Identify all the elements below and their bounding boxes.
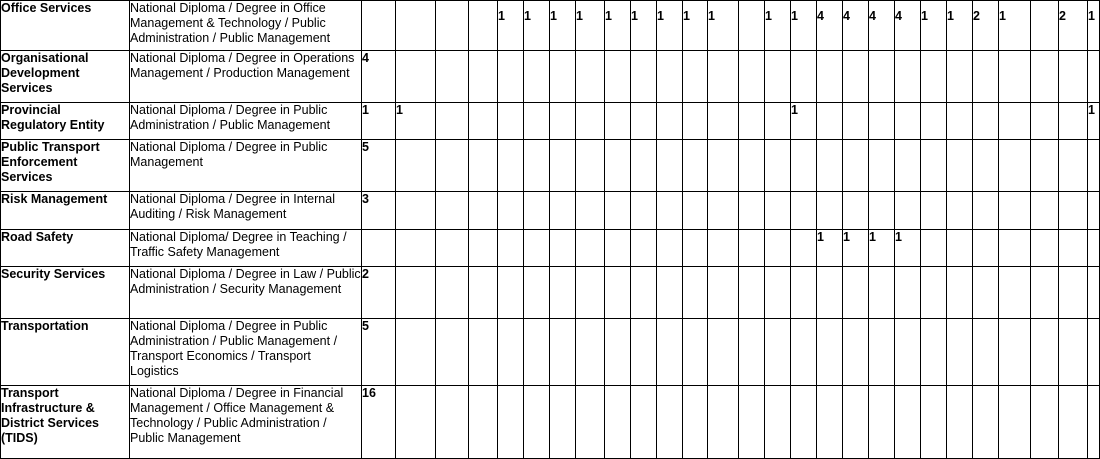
count-cell (765, 319, 791, 386)
count-cell (631, 140, 657, 192)
qualification-cell: National Diploma / Degree in Internal Auditing / Risk Management (130, 192, 362, 230)
count-cell (436, 192, 469, 230)
qualification-cell: National Diploma/ Degree in Teaching / Traffic Safety Management (130, 230, 362, 267)
count-cell (605, 386, 631, 459)
count-cell (1059, 103, 1088, 140)
count-cell (396, 140, 436, 192)
count-cell (791, 386, 817, 459)
count-cell (921, 319, 947, 386)
count-cell (524, 103, 550, 140)
table-row (1, 267, 1100, 319)
count-cell (1059, 386, 1088, 459)
count-cell (999, 103, 1031, 140)
count-cell (498, 192, 524, 230)
count-cell (524, 319, 550, 386)
count-cell (921, 386, 947, 459)
count-cell: 2 (1059, 1, 1088, 51)
count-cell (657, 386, 683, 459)
count-cell (895, 103, 921, 140)
count-cell (708, 51, 739, 103)
total-cell (362, 230, 396, 267)
count-cell (739, 103, 765, 140)
count-cell (683, 140, 708, 192)
unit-name-cell: Office Services (1, 1, 130, 51)
count-cell (605, 103, 631, 140)
unit-name-cell: Public Transport Enforcement Services (1, 140, 130, 192)
count-cell (605, 192, 631, 230)
count-cell (524, 51, 550, 103)
total-cell: 4 (362, 51, 396, 103)
count-cell (1031, 192, 1059, 230)
count-cell (498, 51, 524, 103)
count-cell (921, 103, 947, 140)
unit-name-cell: Transportation (1, 319, 130, 386)
count-cell (683, 51, 708, 103)
count-cell (657, 319, 683, 386)
count-cell (396, 386, 436, 459)
count-cell (436, 140, 469, 192)
count-cell (973, 230, 999, 267)
table-row (1, 140, 1100, 192)
total-cell: 1 (362, 103, 396, 140)
count-cell (843, 319, 869, 386)
count-cell: 1 (708, 1, 739, 51)
count-cell (999, 386, 1031, 459)
count-cell (708, 140, 739, 192)
count-cell (973, 140, 999, 192)
count-cell (683, 319, 708, 386)
count-cell: 4 (895, 1, 921, 51)
count-cell (843, 51, 869, 103)
count-cell (550, 386, 576, 459)
count-cell: 1 (524, 1, 550, 51)
count-cell (469, 103, 498, 140)
count-cell (1088, 51, 1100, 103)
count-cell (550, 230, 576, 267)
count-cell (869, 51, 895, 103)
count-cell (631, 51, 657, 103)
count-cell: 4 (817, 1, 843, 51)
count-cell (1031, 140, 1059, 192)
count-cell (817, 140, 843, 192)
count-cell (791, 267, 817, 319)
count-cell (469, 1, 498, 51)
count-cell (469, 267, 498, 319)
count-cell (999, 51, 1031, 103)
count-cell (550, 192, 576, 230)
count-cell (1031, 230, 1059, 267)
count-cell: 1 (683, 1, 708, 51)
count-cell (436, 319, 469, 386)
count-cell (1031, 386, 1059, 459)
qualification-cell: National Diploma / Degree in Operations Management / Production Management (130, 51, 362, 103)
count-cell (396, 267, 436, 319)
unit-name-cell: Security Services (1, 267, 130, 319)
count-cell: 1 (631, 1, 657, 51)
unit-name-cell: Risk Management (1, 192, 130, 230)
qualification-cell: National Diploma / Degree in Office Management & Technology / Public Administration / Public Management (130, 1, 362, 51)
count-cell (469, 386, 498, 459)
count-cell (869, 103, 895, 140)
count-cell (1088, 319, 1100, 386)
count-cell (765, 51, 791, 103)
table-row (1, 51, 1100, 103)
count-cell (498, 267, 524, 319)
count-cell (550, 51, 576, 103)
count-cell (1059, 267, 1088, 319)
count-cell: 1 (1088, 103, 1100, 140)
count-cell (947, 51, 973, 103)
count-cell (817, 51, 843, 103)
count-cell (999, 319, 1031, 386)
count-cell (973, 267, 999, 319)
count-cell (973, 319, 999, 386)
qualification-cell: National Diploma / Degree in Public Administration / Public Management (130, 103, 362, 140)
count-cell (739, 140, 765, 192)
count-cell (631, 103, 657, 140)
count-cell (436, 1, 469, 51)
count-cell (683, 386, 708, 459)
count-cell (973, 192, 999, 230)
count-cell (657, 140, 683, 192)
count-cell (605, 267, 631, 319)
count-cell (843, 103, 869, 140)
count-cell (895, 140, 921, 192)
count-cell (708, 192, 739, 230)
qualification-cell: National Diploma / Degree in Public Administration / Public Management / Transport Economics / Transport Logistics (130, 319, 362, 386)
unit-name-cell: Organisational Development Services (1, 51, 130, 103)
count-cell (739, 192, 765, 230)
count-cell: 1 (396, 103, 436, 140)
count-cell: 1 (1088, 1, 1100, 51)
count-cell (498, 103, 524, 140)
count-cell (869, 192, 895, 230)
count-cell: 4 (843, 1, 869, 51)
total-cell: 5 (362, 140, 396, 192)
count-cell: 1 (765, 1, 791, 51)
count-cell (683, 192, 708, 230)
count-cell (947, 140, 973, 192)
count-cell (550, 103, 576, 140)
count-cell: 2 (973, 1, 999, 51)
count-cell (708, 103, 739, 140)
count-cell (1088, 192, 1100, 230)
unit-name-cell: Transport Infrastructure & District Services (TIDS) (1, 386, 130, 459)
count-cell (657, 267, 683, 319)
count-cell (999, 267, 1031, 319)
table-row (1, 319, 1100, 386)
count-cell (469, 192, 498, 230)
count-cell (498, 319, 524, 386)
count-cell (576, 103, 605, 140)
count-cell (1031, 51, 1059, 103)
count-cell (999, 192, 1031, 230)
count-cell: 1 (921, 1, 947, 51)
count-cell (576, 192, 605, 230)
count-cell (550, 319, 576, 386)
count-cell (895, 51, 921, 103)
count-cell (739, 267, 765, 319)
count-cell (683, 230, 708, 267)
count-cell (436, 386, 469, 459)
count-cell (550, 140, 576, 192)
count-cell (947, 386, 973, 459)
count-cell (765, 386, 791, 459)
count-cell (657, 103, 683, 140)
count-cell (869, 319, 895, 386)
count-cell (791, 192, 817, 230)
count-cell (843, 192, 869, 230)
count-cell (708, 267, 739, 319)
count-cell (436, 103, 469, 140)
qualification-cell: National Diploma / Degree in Law / Public Administration / Security Management (130, 267, 362, 319)
count-cell (498, 230, 524, 267)
qualification-cell: National Diploma / Degree in Public Management (130, 140, 362, 192)
count-cell (524, 140, 550, 192)
table-row (1, 192, 1100, 230)
count-cell (524, 267, 550, 319)
count-cell (739, 319, 765, 386)
count-cell (657, 51, 683, 103)
total-cell: 16 (362, 386, 396, 459)
count-cell (973, 386, 999, 459)
count-cell (1088, 267, 1100, 319)
count-cell (631, 192, 657, 230)
count-cell (765, 192, 791, 230)
count-cell (1059, 192, 1088, 230)
count-cell (396, 192, 436, 230)
count-cell (947, 267, 973, 319)
count-cell (436, 267, 469, 319)
count-cell (921, 51, 947, 103)
count-cell (895, 386, 921, 459)
count-cell: 1 (657, 1, 683, 51)
qualification-cell: National Diploma / Degree in Financial Management / Office Management & Technology / Public Administration / Public Management (130, 386, 362, 459)
count-cell (1059, 51, 1088, 103)
count-cell (1088, 140, 1100, 192)
unit-name-cell: Road Safety (1, 230, 130, 267)
count-cell (576, 230, 605, 267)
count-cell (631, 230, 657, 267)
count-cell (576, 319, 605, 386)
count-cell (576, 267, 605, 319)
count-cell (576, 140, 605, 192)
count-cell (396, 51, 436, 103)
count-cell (817, 192, 843, 230)
count-cell (1088, 230, 1100, 267)
count-cell (469, 51, 498, 103)
count-cell (576, 51, 605, 103)
count-cell: 1 (947, 1, 973, 51)
count-cell (895, 192, 921, 230)
count-cell (708, 319, 739, 386)
count-cell (396, 319, 436, 386)
count-cell (817, 103, 843, 140)
count-cell (1059, 140, 1088, 192)
count-cell: 1 (999, 1, 1031, 51)
count-cell (973, 103, 999, 140)
count-cell (524, 230, 550, 267)
count-cell (683, 267, 708, 319)
count-cell (921, 230, 947, 267)
count-cell (1031, 1, 1059, 51)
count-cell (791, 319, 817, 386)
count-cell (817, 267, 843, 319)
count-cell: 1 (791, 103, 817, 140)
count-cell (765, 230, 791, 267)
count-cell (921, 140, 947, 192)
count-cell (843, 386, 869, 459)
unit-name-cell: Provincial Regulatory Entity (1, 103, 130, 140)
count-cell (895, 319, 921, 386)
count-cell (1031, 319, 1059, 386)
count-cell (1088, 386, 1100, 459)
table-row (1, 386, 1100, 459)
count-cell (436, 230, 469, 267)
count-cell (605, 319, 631, 386)
count-cell (396, 230, 436, 267)
count-cell (921, 267, 947, 319)
count-cell (999, 230, 1031, 267)
count-cell (657, 230, 683, 267)
count-cell (973, 51, 999, 103)
count-cell (739, 1, 765, 51)
count-cell (605, 140, 631, 192)
count-cell (765, 267, 791, 319)
count-cell (999, 140, 1031, 192)
count-cell (550, 267, 576, 319)
count-cell (396, 1, 436, 51)
count-cell: 1 (498, 1, 524, 51)
count-cell (524, 386, 550, 459)
count-cell: 4 (869, 1, 895, 51)
count-cell (683, 103, 708, 140)
count-cell (469, 230, 498, 267)
count-cell (947, 192, 973, 230)
count-cell (739, 51, 765, 103)
count-cell (1059, 319, 1088, 386)
count-cell (947, 103, 973, 140)
count-cell: 1 (576, 1, 605, 51)
count-cell: 1 (605, 1, 631, 51)
count-cell (739, 230, 765, 267)
count-cell (498, 140, 524, 192)
count-cell (1031, 267, 1059, 319)
count-cell (947, 319, 973, 386)
count-cell: 1 (817, 230, 843, 267)
count-cell (843, 267, 869, 319)
count-cell (708, 230, 739, 267)
table-row (1, 1, 1100, 51)
count-cell (791, 51, 817, 103)
count-cell (843, 140, 869, 192)
count-cell (739, 386, 765, 459)
count-cell (1059, 230, 1088, 267)
count-cell: 1 (895, 230, 921, 267)
count-cell: 1 (843, 230, 869, 267)
count-cell (605, 51, 631, 103)
count-cell (817, 386, 843, 459)
total-cell: 5 (362, 319, 396, 386)
count-cell: 1 (869, 230, 895, 267)
count-cell (1031, 103, 1059, 140)
count-cell (657, 192, 683, 230)
count-cell: 1 (791, 1, 817, 51)
total-cell: 3 (362, 192, 396, 230)
count-cell (576, 386, 605, 459)
table-row (1, 230, 1100, 267)
count-cell (524, 192, 550, 230)
count-cell (947, 230, 973, 267)
count-cell (869, 267, 895, 319)
count-cell (791, 140, 817, 192)
count-cell (895, 267, 921, 319)
count-cell (469, 319, 498, 386)
count-cell (765, 140, 791, 192)
count-cell (921, 192, 947, 230)
count-cell (765, 103, 791, 140)
count-cell (436, 51, 469, 103)
count-cell (817, 319, 843, 386)
count-cell (791, 230, 817, 267)
count-cell (869, 140, 895, 192)
count-cell (631, 319, 657, 386)
count-cell: 1 (550, 1, 576, 51)
count-cell (498, 386, 524, 459)
count-cell (605, 230, 631, 267)
count-cell (631, 386, 657, 459)
count-cell (869, 386, 895, 459)
total-cell (362, 1, 396, 51)
count-cell (708, 386, 739, 459)
count-cell (631, 267, 657, 319)
total-cell: 2 (362, 267, 396, 319)
count-cell (469, 140, 498, 192)
table-row (1, 103, 1100, 140)
